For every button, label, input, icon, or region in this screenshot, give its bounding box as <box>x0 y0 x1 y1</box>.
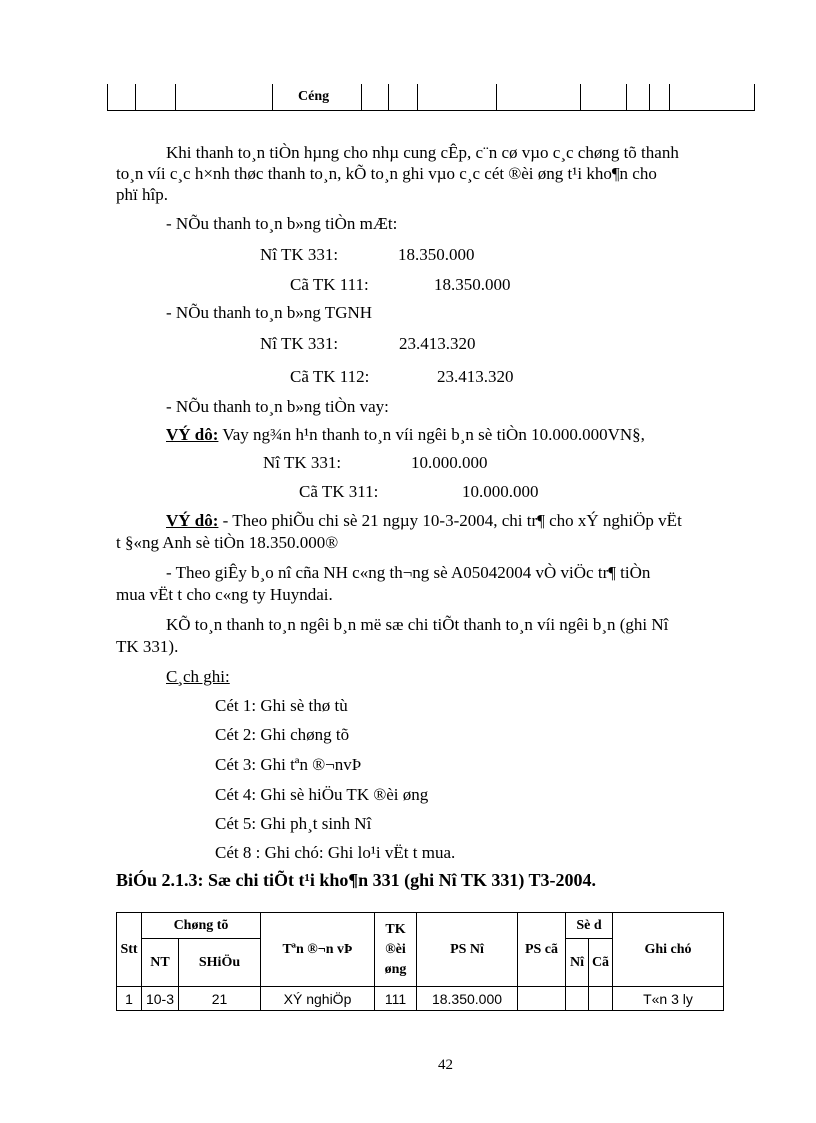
table-divider <box>626 84 627 110</box>
cell-ps-credit <box>518 987 566 1011</box>
table-divider <box>669 84 670 110</box>
header-unit: Tªn ®¬n vÞ <box>261 913 375 987</box>
header-balance: Sè d <box>566 913 613 939</box>
debit-label: Nî TK 331: <box>260 245 339 264</box>
example-label: VÝ dô: <box>166 425 219 444</box>
table-divider <box>580 84 581 110</box>
header-account-line: ®èi <box>385 941 406 957</box>
header-bal-debit: Nî <box>566 939 589 987</box>
cell-account: 111 <box>375 987 417 1011</box>
paragraph-line: phï hîp. <box>116 185 168 204</box>
case-heading: - NÕu thanh to¸n b»ng TGNH <box>166 303 373 322</box>
header-account-line: TK <box>385 921 406 937</box>
method-heading: C¸ch ghi: <box>166 667 230 686</box>
case-heading: - NÕu thanh to¸n b»ng tiÒn vay: <box>166 397 389 416</box>
paragraph-line: KÕ to¸n thanh to¸n ngêi b¸n më sæ chi tiÕt thanh to¸n víi ngêi b¸n (ghi Nî <box>166 615 669 634</box>
cell-ps-debit: 18.350.000 <box>417 987 518 1011</box>
table-title: BiÓu 2.1.3: Sæ chi tiÕt t¹i kho¶n 331 (ghi Nî TK 331) T3-2004. <box>116 870 597 890</box>
table-divider <box>361 84 362 110</box>
header-ps-debit: PS Nî <box>417 913 518 987</box>
paragraph-line: TK 331). <box>116 637 179 656</box>
method-item: Cét 8 : Ghi chó: Ghi lo¹i vËt t mua. <box>215 843 456 862</box>
example-line <box>166 510 682 531</box>
debit-amount: 23.413.320 <box>399 334 476 353</box>
credit-label: Cã TK 112: <box>290 367 370 386</box>
cell-nt: 10-3 <box>142 987 179 1011</box>
method-item: Cét 5: Ghi ph¸t sinh Nî <box>215 814 372 833</box>
header-bal-credit: Cã <box>589 939 613 987</box>
debit-amount: 18.350.000 <box>398 245 475 264</box>
example-text: Vay ng¾n h¹n thanh to¸n víi ngêi b¸n sè tiÒn 10.000.000VN§, <box>218 425 645 444</box>
continued-table-bottom-row <box>107 84 755 111</box>
credit-label: Cã TK 111: <box>290 275 369 294</box>
method-item: Cét 2: Ghi chøng tõ <box>215 725 350 744</box>
cell-bal-debit <box>566 987 589 1011</box>
method-item: Cét 3: Ghi tªn ®¬nvÞ <box>215 755 362 774</box>
page-number: 42 <box>438 1057 453 1073</box>
method-item: Cét 1: Ghi sè thø tù <box>215 696 348 715</box>
cell-stt: 1 <box>117 987 142 1011</box>
table-row <box>117 987 724 1011</box>
header-nt: NT <box>142 939 179 987</box>
example-line: - Theo giÊy b¸o nî cña NH c«ng th¬ng sè A05042004 vÒ viÖc tr¶ tiÒn <box>166 563 651 582</box>
paragraph-line: Khi thanh to¸n tiÒn hµng cho nhµ cung cÊp, c¨n cø vµo c¸c chøng tõ thanh <box>166 143 679 162</box>
cell-bal-credit <box>589 987 613 1011</box>
cell-unit: XÝ nghiÖp <box>261 987 375 1011</box>
ledger-table <box>116 912 724 1011</box>
cell-number: 21 <box>179 987 261 1011</box>
credit-label: Cã TK 311: <box>299 482 379 501</box>
example-text: - Theo phiÕu chi sè 21 ngµy 10-3-2004, chi tr¶ cho xÝ nghiÖp vËt <box>218 511 682 530</box>
paragraph-line: to¸n víi c¸c h×nh thøc thanh to¸n, kÕ to¸n ghi vµo c¸c cét ®èi øng t¹i kho¶n cho <box>116 164 657 183</box>
table-divider <box>649 84 650 110</box>
header-account <box>375 913 417 987</box>
cell-note: T«n 3 ly <box>613 987 724 1011</box>
table-divider <box>135 84 136 110</box>
method-item: Cét 4: Ghi sè hiÖu TK ®èi øng <box>215 785 429 804</box>
table-divider <box>175 84 176 110</box>
header-number: SHiÖu <box>179 939 261 987</box>
header-ps-credit: PS cã <box>518 913 566 987</box>
debit-label: Nî TK 331: <box>260 334 339 353</box>
header-stt: Stt <box>117 913 142 987</box>
header-account-line: øng <box>384 961 407 977</box>
credit-amount: 10.000.000 <box>462 482 539 501</box>
debit-amount: 10.000.000 <box>411 453 488 472</box>
table-divider <box>272 84 273 110</box>
example-line <box>166 424 645 445</box>
example-line: t §«ng Anh sè tiÒn 18.350.000® <box>116 533 339 552</box>
example-label: VÝ dô: <box>166 511 219 530</box>
header-voucher: Chøng tõ <box>142 913 261 939</box>
credit-amount: 18.350.000 <box>434 275 511 294</box>
example-line: mua vËt t cho c«ng ty Huyndai. <box>116 585 333 604</box>
table-divider <box>417 84 418 110</box>
case-heading: - NÕu thanh to¸n b»ng tiÒn mÆt: <box>166 214 398 233</box>
total-row-label: Céng <box>298 89 330 104</box>
table-divider <box>388 84 389 110</box>
table-divider <box>496 84 497 110</box>
debit-label: Nî TK 331: <box>263 453 342 472</box>
credit-amount: 23.413.320 <box>437 367 514 386</box>
header-note: Ghi chó <box>613 913 724 987</box>
